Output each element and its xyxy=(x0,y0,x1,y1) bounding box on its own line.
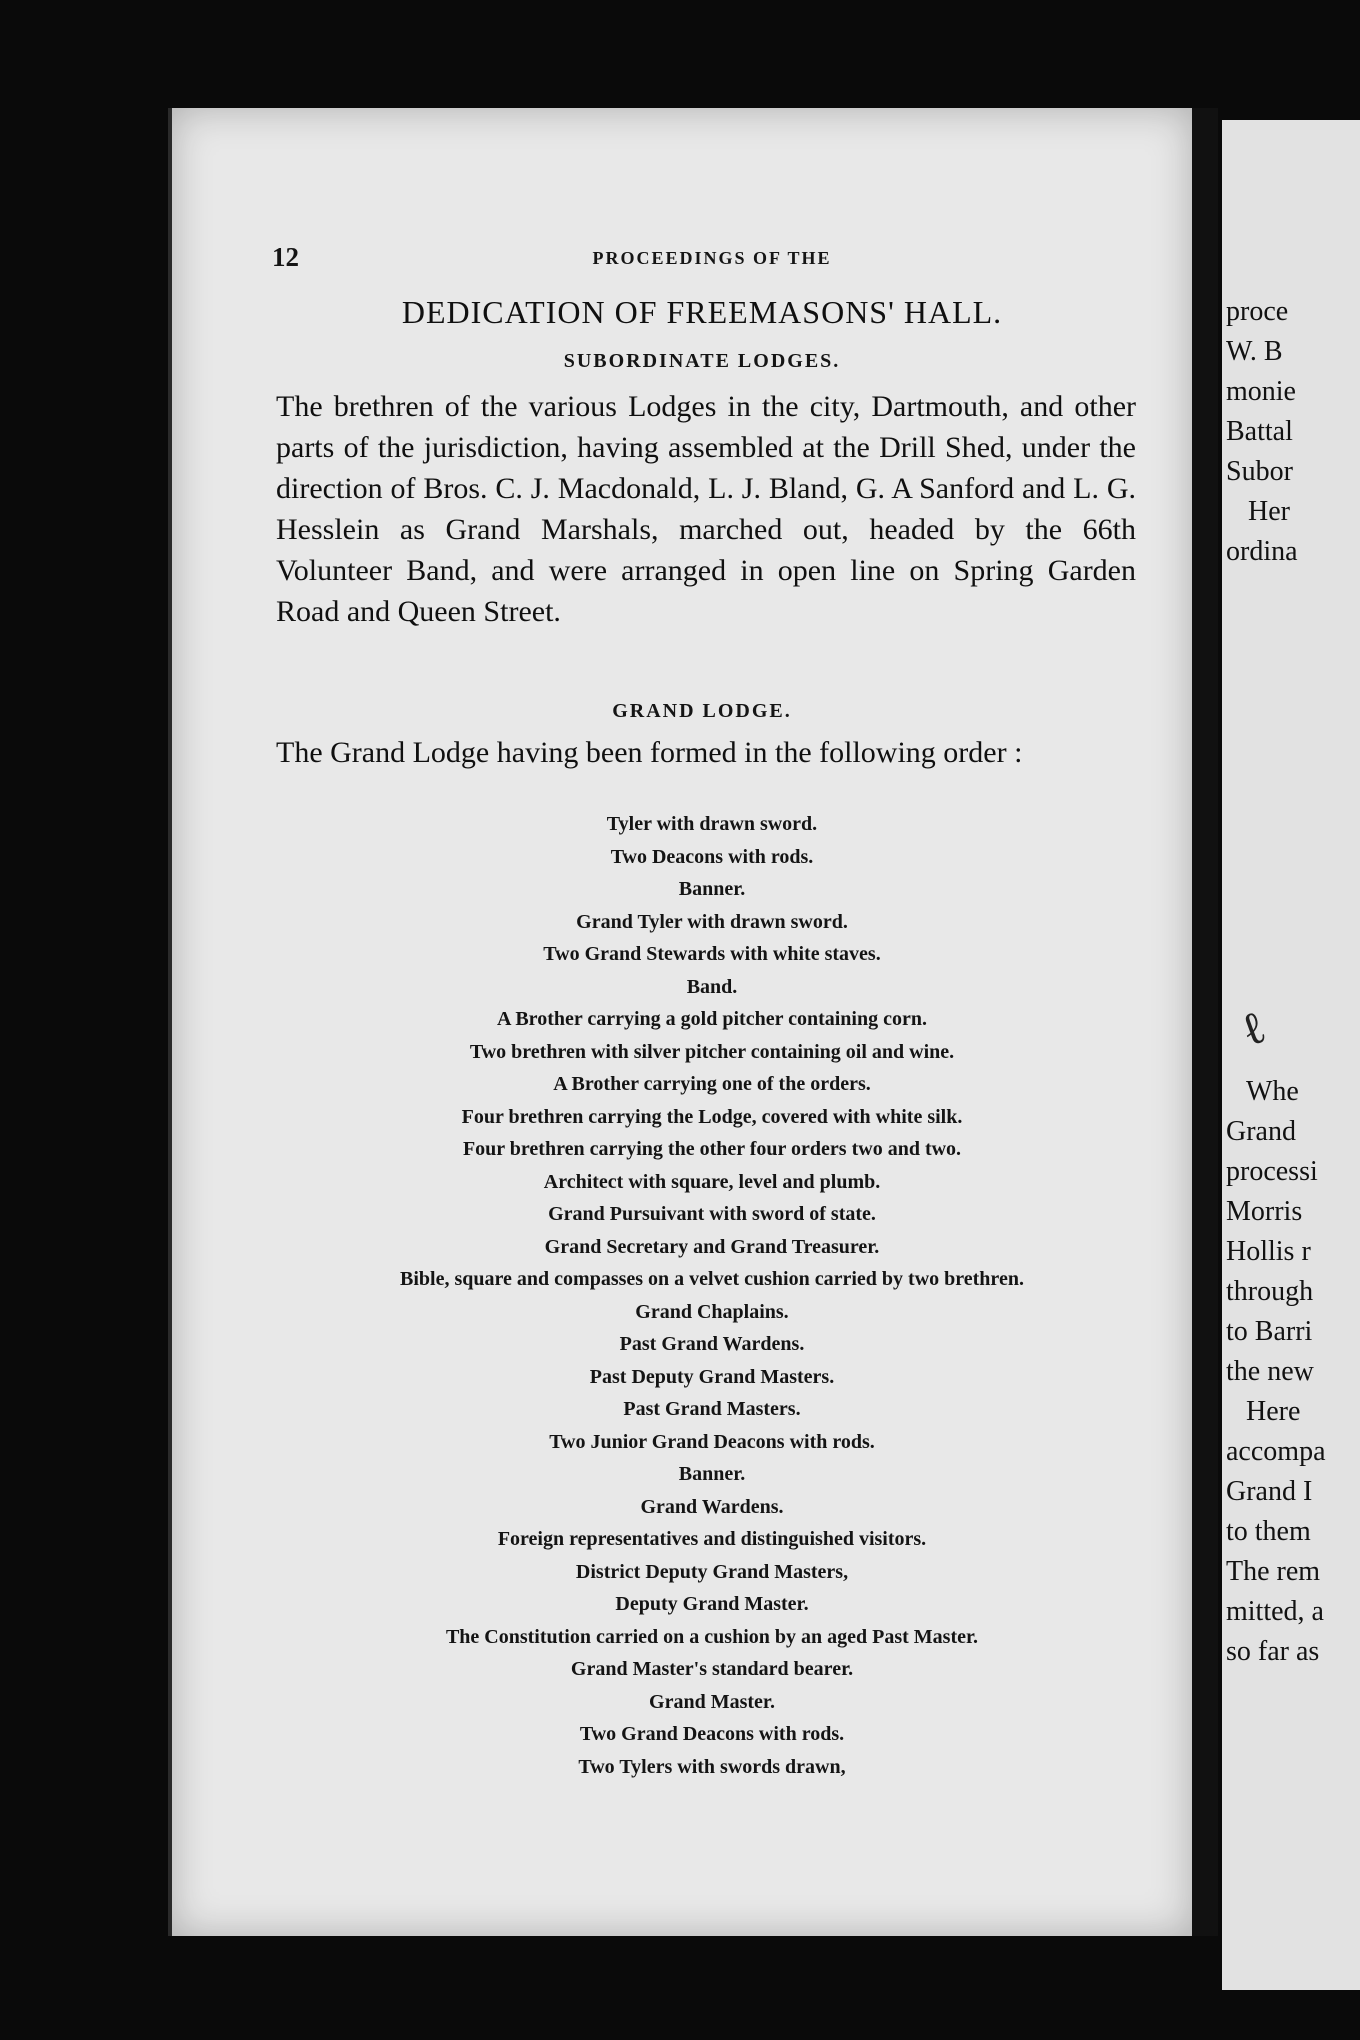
facing-page-line: processi xyxy=(1226,1156,1318,1187)
section-title: DEDICATION OF FREEMASONS' HALL. xyxy=(401,294,1003,330)
facing-page-line: Morris xyxy=(1226,1196,1303,1227)
facing-page-line: ordina xyxy=(1226,536,1298,567)
running-head xyxy=(272,242,1152,272)
procession-item: The Constitution carried on a cushion by an aged Past Master. xyxy=(445,1625,979,1648)
procession-item: District Deputy Grand Masters, xyxy=(575,1560,849,1583)
running-title: PROCEEDINGS OF THE xyxy=(592,248,832,268)
book-page xyxy=(168,108,1192,1936)
procession-item: Two brethren with silver pitcher containing oil and wine. xyxy=(469,1040,955,1063)
procession-item: Two Grand Deacons with rods. xyxy=(579,1723,845,1745)
procession-item: Past Deputy Grand Masters. xyxy=(589,1365,835,1388)
procession-item: Two Tylers with swords drawn, xyxy=(578,1755,846,1778)
facing-page-line: Battal xyxy=(1226,416,1293,447)
facing-page-line: accompa xyxy=(1226,1436,1326,1467)
facing-page-line: Her xyxy=(1248,496,1290,527)
facing-page xyxy=(1222,120,1360,1990)
procession-item: Band. xyxy=(686,975,738,998)
facing-page-line: Whe xyxy=(1246,1076,1299,1107)
grand-lodge-heading: GRAND LODGE. xyxy=(612,700,792,722)
procession-order-list xyxy=(232,808,1192,1783)
procession-item: Deputy Grand Master. xyxy=(615,1593,809,1615)
procession-item: Two Junior Grand Deacons with rods. xyxy=(549,1430,875,1453)
procession-item: Grand Chaplains. xyxy=(635,1300,789,1323)
procession-item: Grand Pursuivant with sword of state. xyxy=(548,1203,876,1225)
facing-page-line: proce xyxy=(1226,296,1289,327)
facing-page-line: Grand I xyxy=(1226,1476,1313,1507)
subordinate-lodges-heading: SUBORDINATE LODGES. xyxy=(563,350,841,372)
facing-page-line: The rem xyxy=(1226,1556,1321,1587)
subordinate-lodges-paragraph: The brethren of the various Lodges in the city, Dartmouth, and other parts of the jurisdiction, having assembled at the Drill Shed, under the direction of Bros. C. J. Macdonald, L. J. Bland, G. A Sanford and L. G. Hesslein as Grand Marshals, marched out, headed by the 66th Volunteer Band, and were arranged in open line on Spring Garden Road and Queen Street. xyxy=(276,390,1136,628)
facing-page-line: monie xyxy=(1226,376,1296,407)
procession-item: A Brother carrying one of the orders. xyxy=(553,1073,871,1095)
procession-item: Architect with square, level and plumb. xyxy=(543,1170,881,1193)
procession-item: Tyler with drawn sword. xyxy=(606,813,818,835)
procession-item: Grand Wardens. xyxy=(640,1495,784,1518)
facing-page-line: Subor xyxy=(1226,456,1293,487)
procession-item: Foreign representatives and distinguished visitors. xyxy=(497,1528,927,1550)
facing-page-line: Hollis r xyxy=(1226,1236,1311,1267)
procession-item: Past Grand Wardens. xyxy=(619,1333,805,1355)
facing-page-line: Here xyxy=(1246,1396,1301,1427)
procession-item: Four brethren carrying the other four orders two and two. xyxy=(462,1138,962,1160)
facing-page-line: W. B xyxy=(1226,336,1283,367)
facing-page-line: through xyxy=(1226,1276,1314,1307)
procession-item: Banner. xyxy=(678,1463,746,1485)
facing-page-line: Grand xyxy=(1226,1116,1296,1147)
procession-item: A Brother carrying a gold pitcher containing corn. xyxy=(497,1008,927,1030)
procession-item: Banner. xyxy=(678,878,746,900)
procession-item: Two Deacons with rods. xyxy=(610,845,814,868)
grand-lodge-paragraph: The Grand Lodge having been formed in the following order : xyxy=(276,736,1023,769)
procession-item: Grand Tyler with drawn sword. xyxy=(576,910,848,933)
procession-item: Grand Master's standard bearer. xyxy=(570,1658,854,1680)
ornament-icon: ℓ xyxy=(1233,1000,1273,1057)
facing-page-line: the new xyxy=(1226,1356,1314,1387)
procession-item: Bible, square and compasses on a velvet cushion carried by two brethren. xyxy=(400,1268,1024,1290)
procession-item: Four brethren carrying the Lodge, covered with white silk. xyxy=(461,1105,963,1128)
procession-item: Past Grand Masters. xyxy=(623,1398,801,1420)
procession-item: Grand Master. xyxy=(649,1690,775,1713)
facing-page-line: to them xyxy=(1226,1516,1311,1547)
page-number: 12 xyxy=(272,242,299,272)
facing-page-line: mitted, a xyxy=(1226,1596,1324,1627)
facing-page-line: to Barri xyxy=(1226,1316,1313,1347)
procession-item: Grand Secretary and Grand Treasurer. xyxy=(544,1235,880,1258)
procession-item: Two Grand Stewards with white staves. xyxy=(543,943,881,965)
binding-shadow xyxy=(1188,108,1218,1936)
facing-page-line: so far as xyxy=(1226,1636,1320,1667)
